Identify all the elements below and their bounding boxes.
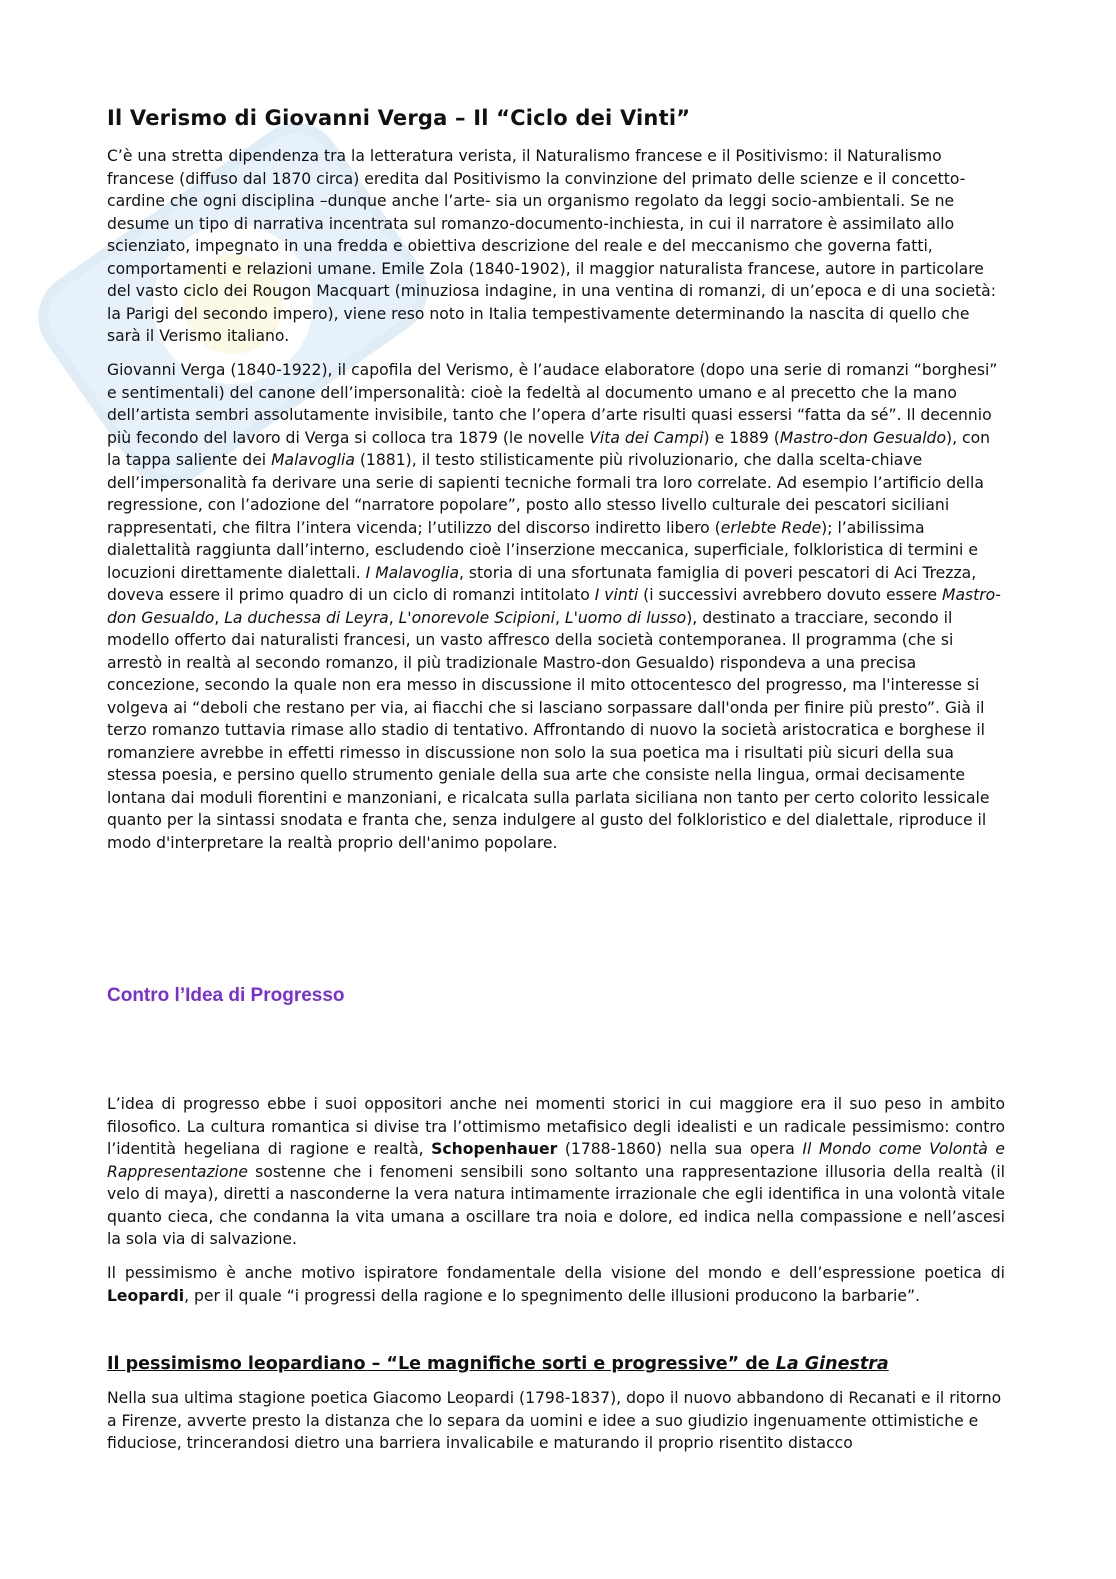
- paragraph-verga: Giovanni Verga (1840-1922), il capofila del Verismo, è l’audace elaboratore (dopo una serie di romanzi “borghesi” e sentimentali) del canone dell’impersonalità: cioè la fedeltà al documento umano e al precetto che la mano dell’artista sembri assolutamente invisibile, tanto che l’opera d’arte risulti quasi essersi “fatta da sé”. Il decennio più fecondo del lavoro di Verga si colloca tra 1879 (le novelle Vita dei Campi) e 1889 (Mastro-don Gesualdo), con la tappa saliente dei Malavoglia (1881), il testo stilisticamente più rivoluzionario, che dalla scelta-chiave dell’impersonalità fa derivare una serie di sapienti tecniche formali tra loro correlate. Ad esempio l’artificio della regressione, con l’adozione del “narratore popolare”, posto allo stesso livello culturale dei pescatori siciliani rappresentati, che filtra l’intera vicenda; l’utilizzo del discorso indiretto libero (erlebte Rede); l’abilissima dialettalità raggiunta dall’interno, escludendo cioè l’inserzione meccanica, superficiale, folkloristica di termini e locuzioni direttamente dialettali. I Malavoglia, storia di una sfortunata famiglia di poveri pescatori di Aci Trezza, doveva essere il primo quadro di un ciclo di romanzi intitolato I vinti (i successivi avrebbero dovuto essere Mastro-don Gesualdo, La duchessa di Leyra, L'onorevole Scipioni, L'uomo di lusso), destinato a tracciare, secondo il modello offerto dai naturalisti francesi, un vasto affresco della società contemporanea. Il programma (che si arrestò in realtà al secondo romanzo, il più tradizionale Mastro-don Gesualdo) rispondeva a una precisa concezione, secondo la quale non era messo in discussione il mito ottocentesco del progresso, ma l'interesse si volgeva ai “deboli che restano per via, ai fiacchi che si lasciano sorpassare dall'onda per finire più presto”. Già il terzo romanzo tuttavia rimase allo stadio di tentativo. Affrontando di nuovo la società aristocratica e borghese il romanziere avrebbe in effetti rimesso in discussione non solo la sua poetica ma i risultati più sicuri della sua stessa poesia, e persino quello strumento geniale della sua arte che consiste nella lingua, ormai decisamente lontana dai moduli fiorentini e manzoniani, e ricalcata sulla parlata siciliana non tanto per certo colorito lessicale quanto per la sintassi snodata e franta che, senza indulgere al gusto del folkloristico e del dialettale, riproduce il modo d'interpretare la realtà proprio dell'animo popolare.: [107, 361, 1001, 852]
- document-title: Il Verismo di Giovanni Verga – Il “Ciclo dei Vinti”: [107, 106, 691, 130]
- paragraph-leopardi-ultima-stagione: Nella sua ultima stagione poetica Giacomo Leopardi (1798-1837), dopo il nuovo abbandono di Recanati e il ritorno a Firenze, avverte presto la distanza che lo separa da uomini e idee a suo giudizio ingenuamente ottimistiche e fiduciose, trincerandosi dietro una barriera invalicabile e maturando il proprio risentito distacco: [107, 1389, 1002, 1452]
- paragraph-naturalismo: C’è una stretta dipendenza tra la letteratura verista, il Naturalismo francese e il Positivismo: il Naturalismo francese (diffuso dal 1870 circa) eredita dal Positivismo la convinzione del primato delle scienze e il concetto-cardine che ogni disciplina –dunque anche l’arte- sia un organismo regolato da leggi socio-ambientali. Se ne desume un tipo di narrativa incentrata sul romanzo-documento-inchiesta, in cui il narratore è assimilato allo scienziato, impegnato in una fredda e obiettiva descrizione del reale e del meccanismo che governa fatti, comportamenti e relazioni umane. Emile Zola (1840-1902), il maggior naturalista francese, autore in particolare del vasto ciclo dei Rougon Macquart (minuziosa indagine, in una ventina di romanzi, di un’epoca e di una società: la Parigi del secondo impero), viene reso noto in Italia tempestivamente determinando la nascita di quello che sarà il Verismo italiano.: [107, 147, 996, 345]
- section-heading-progresso: Contro l’Idea di Progresso: [107, 985, 345, 1006]
- subheading-pessimismo-leopardiano: Il pessimismo leopardiano – “Le magnifiche sorti e progressive” de La Ginestra: [107, 1354, 889, 1374]
- paragraph-schopenhauer: L’idea di progresso ebbe i suoi oppositori anche nei momenti storici in cui maggiore era il suo peso in ambito filosofico. La cultura romantica si divise tra l’ottimismo metafisico degli idealisti e un radicale pessimismo: contro l’identità hegeliana di ragione e realtà, Schopenhauer (1788-1860) nella sua opera Il Mondo come Volontà e Rappresentazione sostenne che i fenomeni sensibili sono soltanto una rappresentazione illusoria della realtà (il velo di maya), diretti a nasconderne la vera natura intimamente irrazionale che egli identifica in una volontà vitale quanto cieca, che condanna la vita umana a oscillare tra noia e dolore, ed indica nella compassione e nell’ascesi la sola via di salvazione.: [107, 1095, 1005, 1248]
- document-page: [107, 0, 1005, 1579]
- paragraph-leopardi-pessimismo: Il pessimismo è anche motivo ispiratore fondamentale della visione del mondo e dell’espressione poetica di Leopardi, per il quale “i progressi della ragione e lo spegnimento delle illusioni producono la barbarie”.: [107, 1264, 1005, 1305]
